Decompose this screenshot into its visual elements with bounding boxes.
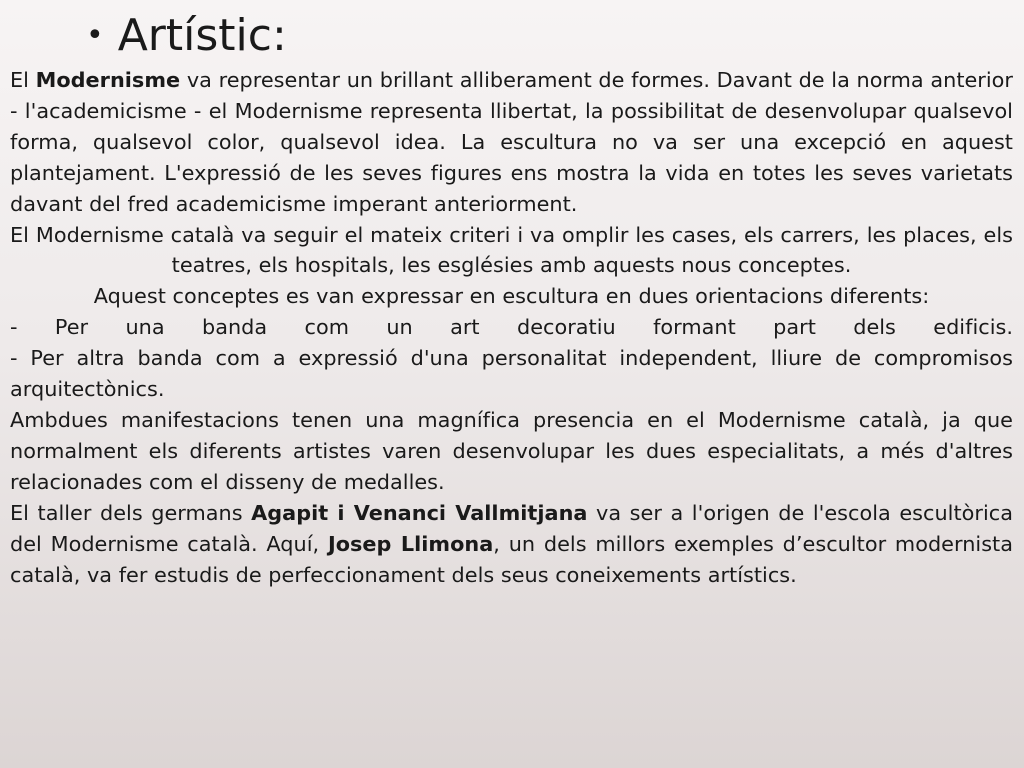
text-run: El Modernisme català va seguir el mateix criteri i va omplir les cases, els carrers, les places, els teatres, els hospitals, les esglésies amb aquests nous conceptes.	[10, 222, 1013, 278]
bullet-icon: •	[86, 18, 104, 53]
text-run: va representar un brillant alliberament de formes. Davant de la norma anterior - l'academicisme - el Modernisme representa llibertat, la possibilitat de desenvolupar qualsevol forma, qualsevol color, qualsevol idea. La escultura no va ser una excepció en aquest plantejament. L'expressió de les seves figures ens mostra la vida en totes les seves varietats davant del fred academicisme imperant anteriorment.	[10, 68, 1013, 216]
text-run: Aquest conceptes es van expressar en escultura en dues orientacions diferents:	[93, 284, 930, 309]
paragraph-7	[10, 498, 1013, 591]
paragraph-5	[10, 343, 1013, 405]
text-run: - Per altra banda com a expressió d'una personalitat independent, lliure de compromisos arquitectònics.	[10, 346, 1013, 402]
text-run: El taller dels germans	[10, 500, 252, 525]
bold-name-llimona: Josep Llimona	[327, 531, 494, 556]
paragraph-2	[10, 220, 1013, 282]
paragraph-1	[10, 65, 1013, 220]
text-run: , un dels millors exemples d’escultor modernista català, va fer estudis de perfeccionament dels seus coneixements artístics.	[10, 531, 1013, 587]
paragraph-4	[10, 312, 1013, 343]
text-run: El	[10, 68, 36, 92]
title-text: Artístic:	[117, 10, 287, 61]
text-run: va ser a l'origen de l'escola escultòrica del Modernisme català. Aquí,	[10, 500, 1013, 556]
paragraph-3	[10, 281, 1013, 312]
text-run: Ambdues manifestacions tenen una magnífica presencia en el Modernisme català, ja que normalment els diferents artistes varen desenvolupar les dues especialitats, a més d'altres relacionades com el disseny de medalles.	[10, 407, 1013, 494]
text-run: - Per una banda com un art decoratiu formant part dels edificis.	[10, 315, 1013, 340]
slide-title	[86, 8, 287, 64]
bold-term-modernisme: Modernisme	[35, 68, 181, 92]
body-text	[10, 65, 1013, 590]
paragraph-6	[10, 405, 1013, 498]
bold-name-vallmitjana: Agapit i Venanci Vallmitjana	[251, 500, 588, 525]
